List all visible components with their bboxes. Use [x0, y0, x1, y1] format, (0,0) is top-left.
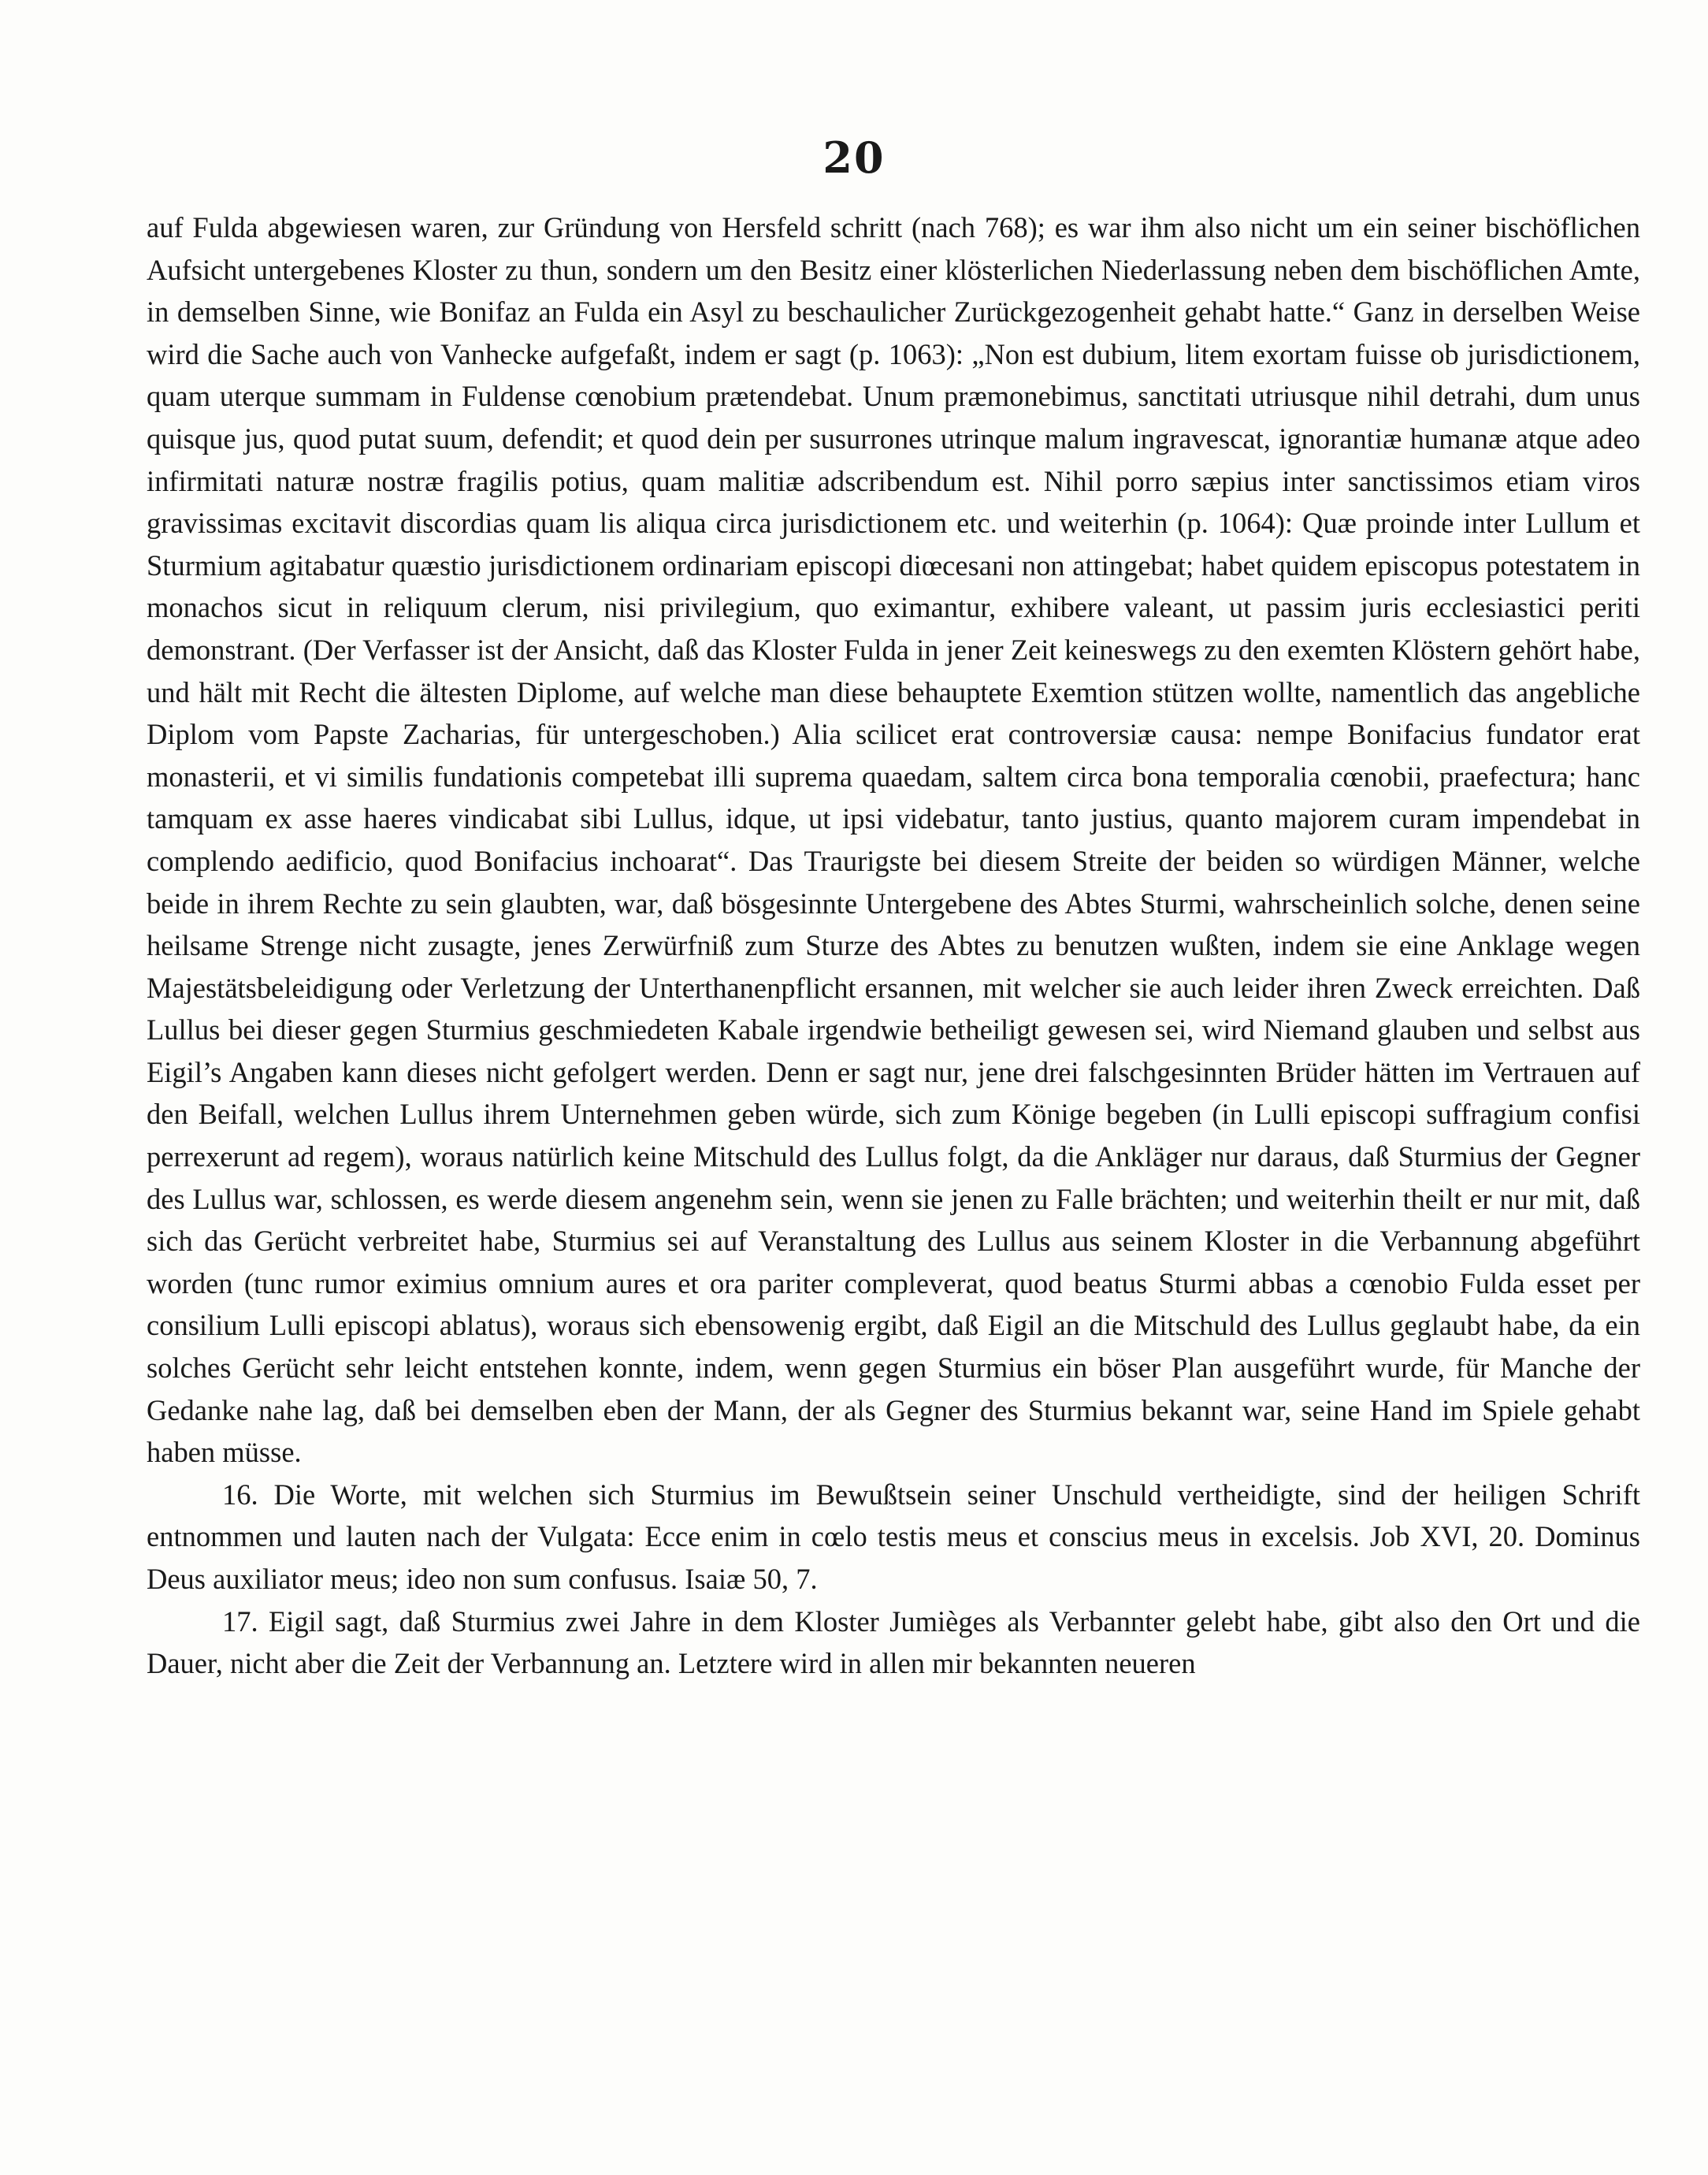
body-text: [147, 206, 1640, 1685]
note-17: 17. Eigil sagt, daß Sturmius zwei Jahre in dem Kloster Jumièges als Verbannter gelebt habe, gibt also den Ort und die Dauer, nicht aber die Zeit der Verbannung an. Letztere wird in allen mir bekannten neueren: [147, 1604, 1640, 1680]
page-number: 20: [822, 132, 886, 183]
paragraph-continuation: auf Fulda abgewiesen waren, zur Gründung von Hersfeld schritt (nach 768); es war ihm also nicht um ein seiner bischöflichen Aufsicht untergebenes Kloster zu thun, sondern um den Besitz einer klösterlichen Niederlassung neben dem bischöflichen Amte, in demselben Sinne, wie Bonifaz an Fulda ein Asyl zu beschaulicher Zurückgezogenheit gehabt hatte.“ Ganz in derselben Weise wird die Sache auch von Vanhecke aufgefaßt, indem er sagt (p. 1063): „Non est dubium, litem exortam fuisse ob jurisdictionem, quam uterque summam in Fuldense cœnobium prætendebat. Unum præmonebimus, sanctitati utriusque nihil detrahi, dum unus quisque jus, quod putat suum, defendit; et quod dein per susurrones utrinque malum ingravescat, ignorantiæ humanæ atque adeo infirmitati naturæ nostræ fragilis potius, quam malitiæ adscribendum est. Nihil porro sæpius inter sanctissimos etiam viros gravissimas excitavit discordias quam lis aliqua circa jurisdictionem etc. und weiterhin (p. 1064): Quæ proinde inter Lullum et Sturmium agitabatur quæstio jurisdictionem ordinariam episcopi diœcesani non attingebat; habet quidem episcopus potestatem in monachos sicut in reliquum clerum, nisi privilegium, quo eximantur, exhibere valeant, ut passim juris ecclesiastici periti demonstrant. (Der Verfasser ist der Ansicht, daß das Kloster Fulda in jener Zeit keineswegs zu den exemten Klöstern gehört habe, und hält mit Recht die ältesten Diplome, auf welche man diese behauptete Exemtion stützen wollte, namentlich das angebliche Diplom vom Papste Zacharias, für untergeschoben.) Alia scilicet erat controversiæ causa: nempe Bonifacius fundator erat monasterii, et vi similis fundationis competebat illi suprema quaedam, saltem circa bona temporalia cœnobii, praefectura; hanc tamquam ex asse haeres vindicabat sibi Lullus, idque, ut ipsi videbatur, tanto justius, quanto majorem curam impendebat in complendo aedificio, quod Bonifacius inchoarat“. Das Traurigste bei diesem Streite der beiden so würdigen Männer, welche beide in ihrem Rechte zu sein glaubten, war, daß bösgesinnte Untergebene des Abtes Sturmi, wahrscheinlich solche, denen seine heilsame Strenge nicht zusagte, jenes Zerwürfniß zum Sturze des Abtes zu benutzen wußten, indem sie eine Anklage wegen Majestätsbeleidigung oder Verletzung der Unterthanenpflicht ersannen, mit welcher sie auch leider ihren Zweck erreichten. Daß Lullus bei dieser gegen Sturmius geschmiedeten Kabale irgendwie betheiligt gewesen sei, wird Niemand glauben und selbst aus Eigil’s Angaben kann dieses nicht gefolgert werden. Denn er sagt nur, jene drei falschgesinnten Brüder hätten im Vertrauen auf den Beifall, welchen Lullus ihrem Unternehmen geben würde, sich zum Könige begeben (in Lulli episcopi suffragium confisi perrexerunt ad regem), woraus natürlich keine Mitschuld des Lullus folgt, da die Ankläger nur daraus, daß Sturmius der Gegner des Lullus war, schlossen, es werde diesem angenehm sein, wenn sie jenen zu Falle brächten; und weiterhin theilt er nur mit, daß sich das Gerücht verbreitet habe, Sturmius sei auf Veranstaltung des Lullus aus seinem Kloster in die Verbannung abgeführt worden (tunc rumor eximius omnium aures et ora pariter compleverat, quod beatus Sturmi abbas a cœnobio Fulda esset per consilium Lulli episcopi ablatus), woraus sich ebensowenig ergibt, daß Eigil an die Mitschuld des Lullus geglaubt habe, da ein solches Gerücht sehr leicht entstehen konnte, indem, wenn gegen Sturmius ein böser Plan ausgeführt wurde, für Manche der Gedanke nahe lag, daß bei demselben eben der Mann, der als Gegner des Sturmius bekannt war, seine Hand im Spiele gehabt haben müsse.: [147, 211, 1640, 1469]
note-16: 16. Die Worte, mit welchen sich Sturmius im Bewußtsein seiner Unschuld vertheidigte, sind der heiligen Schrift entnommen und lauten nach der Vulgata: Ecce enim in cœlo testis meus et conscius meus in excelsis. Job XVI, 20. Dominus Deus auxiliator meus; ideo non sum confusus. Isaiæ 50, 7.: [147, 1478, 1640, 1595]
